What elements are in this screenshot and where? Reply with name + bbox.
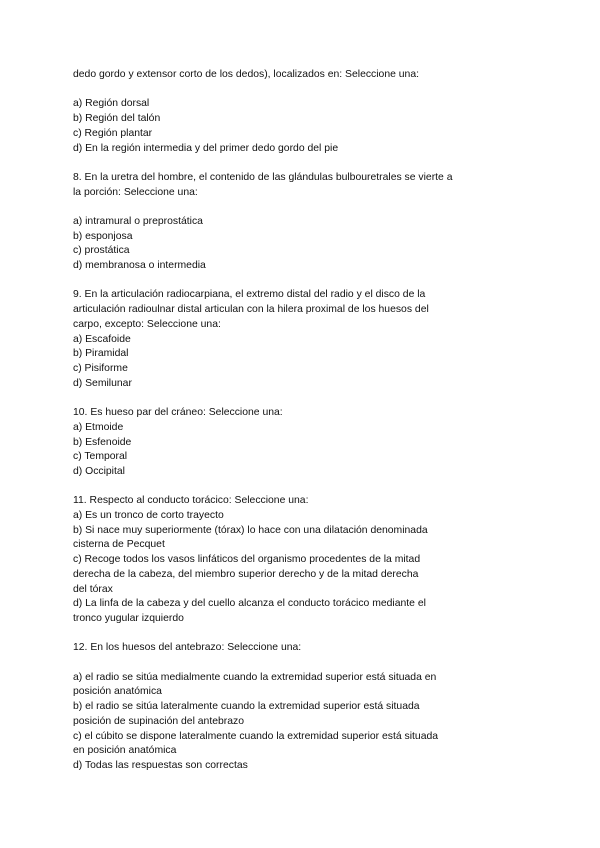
question-line: 12. En los huesos del antebrazo: Seleccione una: — [73, 642, 302, 654]
question-line: carpo, excepto: Seleccione una: — [73, 318, 221, 330]
option-line: derecha de la cabeza, del miembro superior derecho y de la mitad derecha — [73, 568, 419, 580]
option-line: d) membranosa o intermedia — [73, 260, 206, 272]
intro-line: dedo gordo y extensor corto de los dedos), localizados en: Seleccione una: — [73, 69, 419, 80]
question-line: 11. Respecto al conducto torácico: Seleccione una: — [73, 495, 309, 507]
question-line: 8. En la uretra del hombre, el contenido de las glándulas bulbouretrales se vierte a — [73, 171, 453, 183]
option-line: c) Recoge todos los vasos linfáticos del organismo procedentes de la mitad — [73, 554, 421, 566]
option-line: cisterna de Pecquet — [73, 539, 165, 551]
option-line: del tórax — [73, 583, 113, 595]
document-page — [73, 68, 543, 774]
option-line: c) prostática — [73, 245, 130, 257]
option-line: d) La linfa de la cabeza y del cuello alcanza el conducto torácico mediante el — [73, 598, 426, 610]
option-line: a) Región dorsal — [73, 98, 150, 110]
option-line: b) esponjosa — [73, 230, 133, 242]
option-line: a) el radio se sitúa medialmente cuando la extremidad superior está situada en — [73, 671, 437, 683]
option-line: c) el cúbito se dispone lateralmente cuando la extremidad superior está situada — [73, 730, 439, 742]
option-line: en posición anatómica — [73, 745, 177, 757]
option-line: posición anatómica — [73, 686, 162, 698]
option-line: c) Pisiforme — [73, 363, 128, 374]
option-line: a) Etmoide — [73, 421, 124, 433]
option-line: a) Escafoide — [73, 333, 131, 345]
option-line: b) Esfenoide — [73, 436, 132, 448]
option-line: b) Región del talón — [73, 113, 161, 125]
question-line: articulación radioulnar distal articulan con la hilera proximal de los huesos del — [73, 304, 429, 316]
option-line: b) Si nace muy superiormente (tórax) lo hace con una dilatación denominada — [73, 524, 428, 536]
option-line: d) Occipital — [73, 465, 125, 477]
option-line: a) Es un tronco de corto trayecto — [73, 510, 224, 521]
option-line: c) Temporal — [73, 451, 128, 463]
question-line: 9. En la articulación radiocarpiana, el extremo distal del radio y el disco de la — [73, 289, 426, 301]
option-line: b) Piramidal — [73, 348, 129, 360]
option-line: b) el radio se sitúa lateralmente cuando la extremidad superior está situada — [73, 701, 420, 713]
option-line: d) Todas las respuestas son correctas — [73, 759, 248, 771]
option-line: c) Región plantar — [73, 127, 153, 139]
question-line: 10. Es hueso par del cráneo: Seleccione una: — [73, 407, 283, 419]
option-line: posición de supinación del antebrazo — [73, 715, 244, 727]
option-line: a) intramural o preprostática — [73, 215, 203, 227]
option-line: tronco yugular izquierdo — [73, 612, 184, 624]
option-line: d) Semilunar — [73, 377, 132, 389]
option-line: d) En la región intermedia y del primer dedo gordo del pie — [73, 142, 339, 154]
question-line: la porción: Seleccione una: — [73, 186, 198, 198]
